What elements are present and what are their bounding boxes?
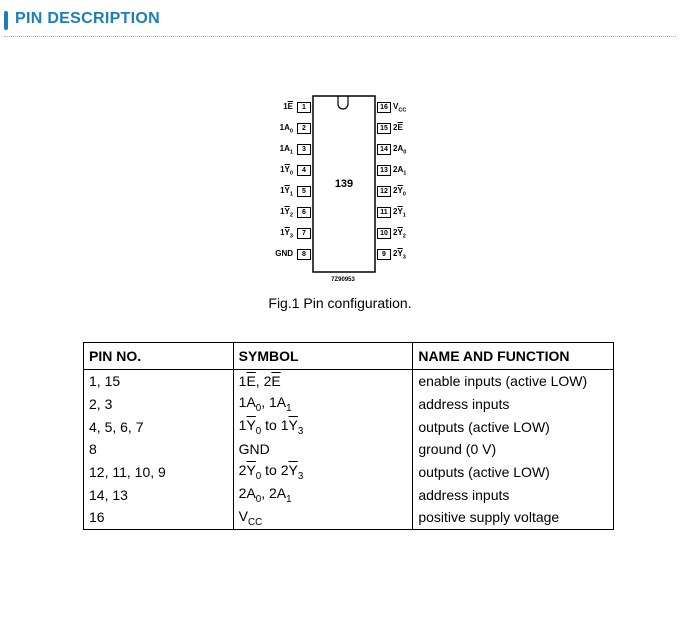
table-row [84, 506, 614, 529]
pin-symbol: $2\overline{Y}_3$ [393, 249, 406, 261]
table-body [84, 370, 614, 530]
table-row [84, 370, 614, 393]
pin-number-cell: 8 [84, 438, 234, 461]
section-title: PIN DESCRIPTION [15, 10, 160, 27]
pin-number: 3 [297, 144, 311, 155]
symbol-cell: $1\overline{E}$, $2\overline{E}$ [233, 370, 413, 393]
figure-caption: Fig.1 Pin configuration. [268, 295, 412, 311]
table-row [84, 483, 614, 506]
pin-number: 7 [297, 228, 311, 239]
pin-number: 8 [297, 249, 311, 260]
pin-number: 14 [377, 144, 391, 155]
pin-number: 2 [297, 123, 311, 134]
symbol-cell: $V_{CC}$ [233, 506, 413, 529]
table-row [84, 461, 614, 484]
symbol-cell: $1\overline{Y}_0$ to $1\overline{Y}_3$ [233, 415, 413, 438]
function-cell: outputs (active LOW) [413, 415, 614, 438]
table-row [84, 393, 614, 416]
pin-symbol: $1\overline{Y}_0$ [280, 165, 293, 177]
pin-symbol: $1A_1$ [279, 144, 293, 156]
column-header: PIN NO. [84, 343, 234, 370]
pin-number-cell: 4, 5, 6, 7 [84, 415, 234, 438]
pin-configuration-figure [0, 0, 680, 300]
pin-number: 9 [377, 249, 391, 260]
pin-symbol: $1\overline{E}$ [283, 102, 293, 111]
pin-symbol: $1\overline{Y}_2$ [280, 207, 293, 219]
function-cell: address inputs [413, 393, 614, 416]
pin-number: 4 [297, 165, 311, 176]
pin-symbol: $2\overline{E}$ [393, 123, 403, 132]
pin-number: 5 [297, 186, 311, 197]
symbol-cell: $1A_0$, $1A_1$ [233, 393, 413, 416]
pin-symbol: $V_{CC}$ [393, 102, 407, 114]
pin-symbol: $1\overline{Y}_3$ [280, 228, 293, 240]
column-header: SYMBOL [233, 343, 413, 370]
function-cell: positive supply voltage [413, 506, 614, 529]
ic-body-diagram [0, 0, 680, 300]
column-header: NAME AND FUNCTION [413, 343, 614, 370]
pin-number-cell: 14, 13 [84, 483, 234, 506]
pin-number: 6 [297, 207, 311, 218]
chip-label: 139 [334, 178, 354, 190]
pin-number: 10 [377, 228, 391, 239]
function-cell: enable inputs (active LOW) [413, 370, 614, 393]
table-row [84, 415, 614, 438]
pin-number-cell: 1, 15 [84, 370, 234, 393]
pin-symbol: $1\overline{Y}_1$ [280, 186, 293, 198]
pin-symbol: $2\overline{Y}_1$ [393, 207, 406, 219]
pin-number-cell: 12, 11, 10, 9 [84, 461, 234, 484]
pin-symbol: $2\overline{Y}_2$ [393, 228, 406, 240]
pin-description-table [83, 342, 614, 530]
function-cell: outputs (active LOW) [413, 461, 614, 484]
function-cell: ground (0 V) [413, 438, 614, 461]
function-cell: address inputs [413, 483, 614, 506]
symbol-cell: $2A_0$, $2A_1$ [233, 483, 413, 506]
pin-symbol: $2\overline{Y}_0$ [393, 186, 406, 198]
pin-number: 11 [377, 207, 391, 218]
pin-symbol: $1A_0$ [279, 123, 293, 135]
symbol-cell: GND [233, 438, 413, 461]
pin-symbol: $2A_0$ [393, 144, 407, 156]
table-row [84, 438, 614, 461]
pin-number: 13 [377, 165, 391, 176]
pin-number: 12 [377, 186, 391, 197]
pin-number: 15 [377, 123, 391, 134]
pin-number: 16 [377, 102, 391, 113]
figure-code: 7Z90953 [331, 277, 355, 283]
symbol-cell: $2\overline{Y}_0$ to $2\overline{Y}_3$ [233, 461, 413, 484]
pin-number-cell: 16 [84, 506, 234, 529]
pin-number: 1 [297, 102, 311, 113]
pin-symbol: $2A_1$ [393, 165, 407, 177]
pin-symbol: GND [275, 249, 293, 258]
table-header-row [84, 343, 614, 370]
pin-number-cell: 2, 3 [84, 393, 234, 416]
